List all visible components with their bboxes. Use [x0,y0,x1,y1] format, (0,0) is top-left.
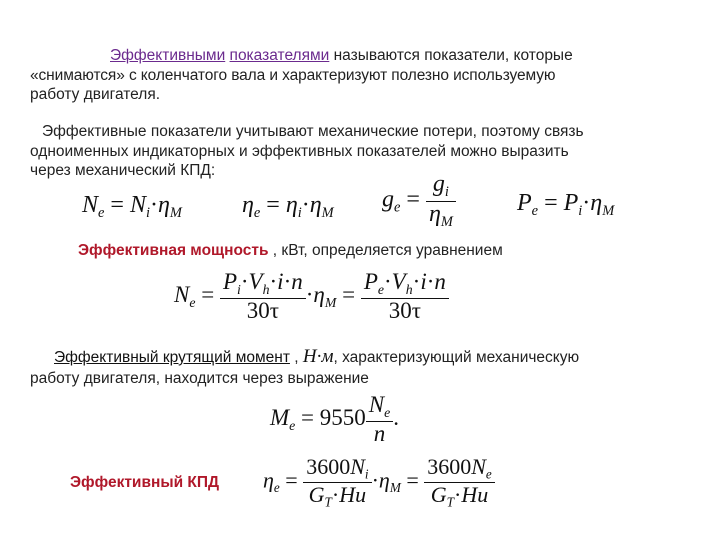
fraction-power-1: $\frac{P_i\cdot V_h\cdot i\cdot n}{30\tau}$ [220,270,306,324]
fraction-eff-1: $\frac{3600N_i}{G_T\cdot Hu}$ [303,455,371,510]
formula-eta-eff: $\eta_e$ = $\frac{3600N_i}{G_T\cdot Hu}$ $\cdot\eta_M$ = $\frac{3600N_e}{G_T\cdot Hu}$ [263,455,495,510]
formula-ne-mech: $N_e = N_i\cdot\eta_M$ [82,192,182,222]
torque-line-1: Эффективный крутящий момент , Н·м, характеризующий механическую [54,346,580,367]
paragraph-2-line-1: Эффективные показатели учитывают механические потери, поэтому связь [42,123,584,140]
paragraph-1 [30,46,690,105]
paragraph-2-line-3: через механический КПД: [30,162,216,179]
fraction-torque: $\frac{N_e}{n}$ [366,393,393,447]
term-effective-power: Эффективная мощность [78,242,269,259]
torque-line-2: работу двигателя, находится через выражение [30,370,369,387]
fraction-power-2: $\frac{P_e\cdot V_h\cdot i\cdot n}{30\tau}$ [361,270,449,324]
formula-me: $M_e = 9550$ $\frac{N_e}{n}$ . [270,392,399,446]
paragraph-2 [30,122,700,181]
fraction-eff-2: $\frac{3600N_e}{G_T\cdot Hu}$ [424,455,495,510]
paragraph-2-line-2: одноименных индикаторных и эффективных показателей можно выразить [30,142,569,160]
paragraph-1-line-3: работу двигателя. [30,86,161,103]
term-effective-efficiency: Эффективный КПД [70,474,220,491]
paragraph-1-line-1 [30,46,690,66]
torque-unit: Н·м [302,346,334,367]
power-line: Эффективная мощность , кВт, определяется уравнением [78,242,503,259]
formula-eta-e: $\eta_e = \eta_i\cdot\eta_M$ [242,192,334,222]
paragraph-1-line-1-rest: называются показатели, которые [333,47,573,64]
fraction-ge: $\frac{g_i}{\eta_M}$ [426,172,456,230]
paragraph-1-line-2: «снимаются» с коленчатого вала и характеризуют полезно используемую [30,66,556,84]
term-effective-indicators-1: Эффективными [110,47,226,64]
power-unit: кВт [281,242,304,259]
term-effective-indicators-2: показателями [229,47,330,64]
term-effective-torque: Эффективный крутящий момент [54,349,290,366]
formula-ne-power: $N_e$ = $\frac{P_i\cdot V_h\cdot i\cdot n}{30\tau}$ $\cdot\eta_M$ = $\frac{P_e\cdot V_h\cdot i\cdot n}{30\tau}$ [174,270,449,324]
formula-pe: $P_e = P_i\cdot\eta_M$ [517,190,615,220]
formula-ge: $g_e$ = $\frac{g_i}{\eta_M}$ [382,172,456,230]
